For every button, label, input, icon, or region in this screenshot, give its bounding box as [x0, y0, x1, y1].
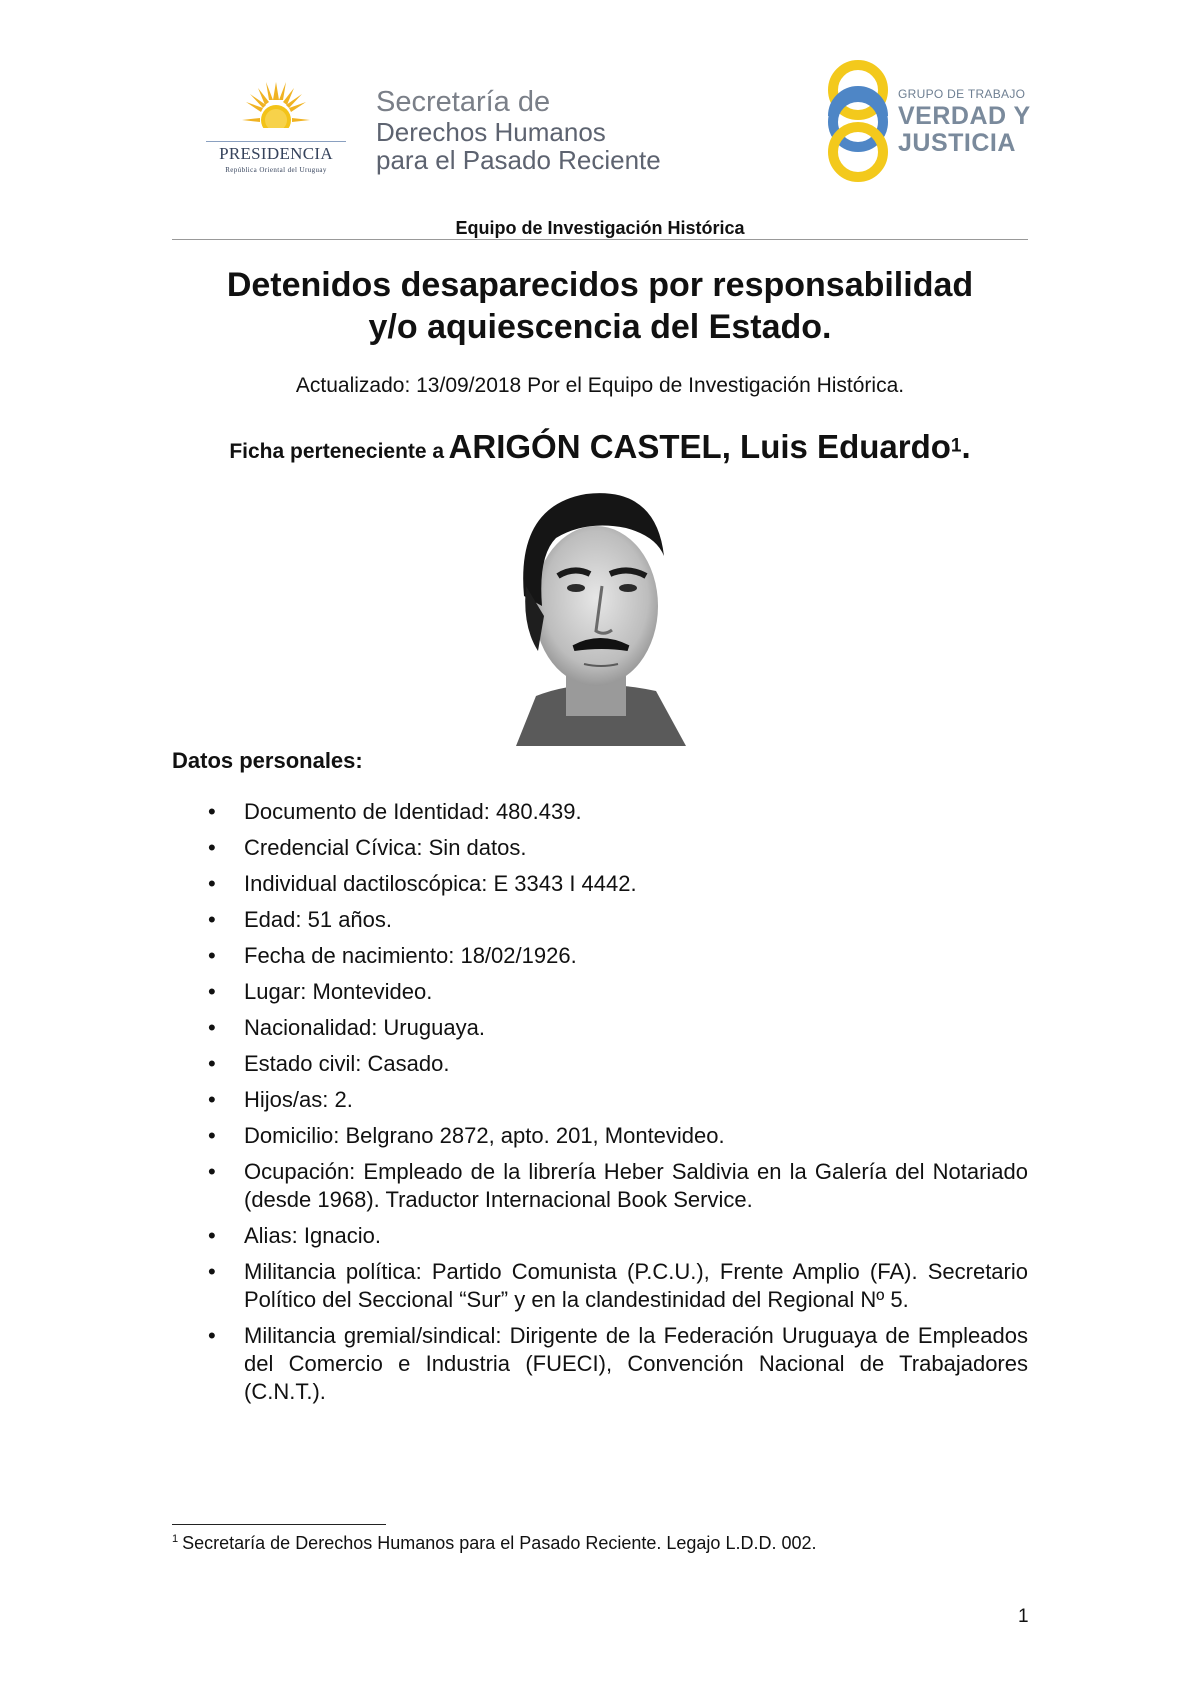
list-item-text: Militancia gremial/sindical: Dirigente de la Federación Uruguaya de Empleados del Comercio e Industria (FUECI), Convención Nacional de Trabajadores (C.N.T.). — [244, 1323, 1028, 1404]
bullet-icon: • — [208, 1051, 216, 1076]
list-item-text: Nacionalidad: Uruguaya. — [244, 1015, 485, 1040]
header-divider — [172, 239, 1028, 240]
list-item-text: Hijos/as: 2. — [244, 1087, 353, 1112]
bullet-icon: • — [208, 979, 216, 1004]
list-item — [172, 1258, 1028, 1314]
bullet-icon: • — [208, 1323, 216, 1348]
bullet-icon: • — [208, 1159, 216, 1184]
list-item — [172, 942, 1028, 970]
bullet-icon: • — [208, 943, 216, 968]
list-item-text: Ocupación: Empleado de la librería Heber Saldivia en la Galería del Notariado (desde 1968). Traductor Internacional Book Service. — [244, 1159, 1028, 1212]
person-name: ARIGÓN CASTEL, Luis Eduardo — [448, 428, 951, 465]
bullet-icon: • — [208, 835, 216, 860]
list-item — [172, 906, 1028, 934]
secretaria-line-1: Secretaría de — [376, 86, 551, 118]
ficha-suffix: . — [961, 428, 971, 465]
bullet-icon: • — [208, 871, 216, 896]
secretaria-line-3: para el Pasado Reciente — [376, 145, 661, 175]
secretaria-line-2: Derechos Humanos — [376, 117, 606, 147]
list-item-text: Fecha de nacimiento: 18/02/1926. — [244, 943, 577, 968]
bullet-icon: • — [208, 799, 216, 824]
list-item-text: Domicilio: Belgrano 2872, apto. 201, Montevideo. — [244, 1123, 725, 1148]
list-item — [172, 798, 1028, 826]
presidencia-title: PRESIDENCIA — [219, 144, 333, 163]
list-item-text: Lugar: Montevideo. — [244, 979, 433, 1004]
grupo-line-1: GRUPO DE TRABAJO — [898, 87, 1026, 101]
list-item — [172, 1086, 1028, 1114]
bullet-icon: • — [208, 907, 216, 932]
footnote-text: Secretaría de Derechos Humanos para el Pasado Reciente. Legajo L.D.D. 002. — [182, 1533, 817, 1553]
grupo-line-2: VERDAD Y — [898, 102, 1031, 130]
list-item — [172, 834, 1028, 862]
list-item — [172, 1050, 1028, 1078]
ficha-prefix: Ficha perteneciente a — [229, 440, 445, 463]
list-item — [172, 1322, 1028, 1406]
title-line-2: y/o aquiescencia del Estado. — [368, 308, 832, 346]
presidencia-logo — [200, 78, 352, 178]
grupo-line-3: JUSTICIA — [898, 129, 1016, 157]
footnote-number: 1 — [172, 1533, 179, 1545]
footnote-separator — [172, 1524, 386, 1525]
list-item-text: Documento de Identidad: 480.439. — [244, 799, 582, 824]
title-line-1: Detenidos desaparecidos por responsabilidad — [226, 266, 974, 304]
verdad-justicia-logo — [822, 56, 1032, 182]
list-item — [172, 1122, 1028, 1150]
list-item — [172, 1222, 1028, 1250]
presidencia-subtitle: República Oriental del Uruguay — [225, 166, 327, 174]
section-heading: Datos personales: — [172, 748, 363, 773]
list-item-text: Militancia política: Partido Comunista (P.C.U.), Frente Amplio (FA). Secretario Político del Seccional “Sur” y en la clandestinidad del Regional Nº 5. — [244, 1259, 1028, 1312]
list-item-text: Credencial Cívica: Sin datos. — [244, 835, 527, 860]
bullet-icon: • — [208, 1015, 216, 1040]
bullet-icon: • — [208, 1223, 216, 1248]
updated-line: Actualizado: 13/09/2018 Por el Equipo de Investigación Histórica. — [295, 374, 905, 397]
portrait-photo — [486, 476, 692, 746]
list-item-text: Alias: Ignacio. — [244, 1223, 381, 1248]
list-item-text: Individual dactiloscópica: E 3343 I 4442. — [244, 871, 637, 896]
interlinked-rings-icon — [822, 56, 894, 182]
secretaria-logo — [376, 88, 661, 173]
ficha-heading — [172, 428, 1028, 466]
sun-of-may-icon — [238, 78, 314, 140]
running-head: Equipo de Investigación Histórica — [455, 218, 745, 238]
page-title — [172, 264, 1028, 348]
list-item-text: Estado civil: Casado. — [244, 1051, 450, 1076]
bullet-icon: • — [208, 1087, 216, 1112]
personal-data-list — [172, 798, 1028, 1414]
bullet-icon: • — [208, 1259, 216, 1284]
bullet-icon: • — [208, 1123, 216, 1148]
footnote — [172, 1533, 817, 1554]
list-item-text: Edad: 51 años. — [244, 907, 393, 932]
list-item — [172, 978, 1028, 1006]
list-item — [172, 1158, 1028, 1214]
list-item — [172, 870, 1028, 898]
page-number: 1 — [1018, 1606, 1029, 1627]
list-item — [172, 1014, 1028, 1042]
footnote-ref[interactable]: 1 — [950, 435, 962, 457]
